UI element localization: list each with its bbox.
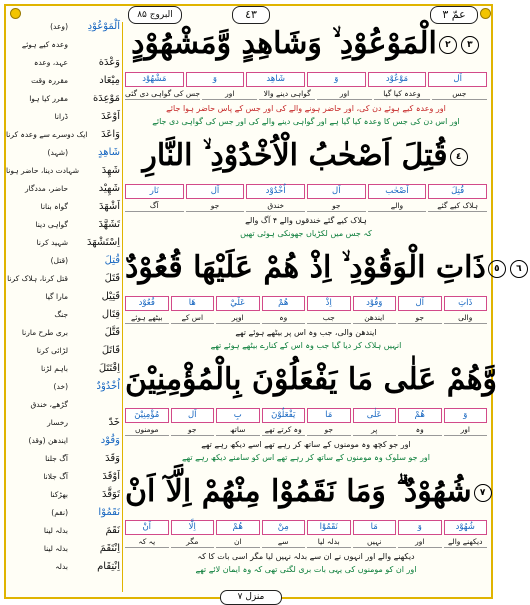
corner-pin-icon	[10, 8, 21, 19]
translation-line: اور ان کو مومنوں کی یہی بات بری لگتی تھی کہ وہ ایمان لائے تھے	[195, 565, 417, 574]
word-meaning-cell: مومنوں	[125, 425, 169, 436]
word-meaning-cell: اور	[444, 425, 488, 436]
vocab-meaning: شہادت دینا، حاضر ہونا	[6, 166, 79, 175]
word-cell: مَا	[353, 520, 397, 535]
word-meaning-row	[125, 425, 487, 436]
word-meaning-cell: والے	[368, 201, 427, 212]
vocab-row	[6, 344, 120, 358]
vocab-word: وَقُوْد	[100, 435, 120, 446]
word-meaning-cell: وہ	[398, 425, 442, 436]
vocab-word: خَدّ	[108, 417, 120, 428]
vocab-word: قُتِلَ	[104, 255, 120, 266]
word-cell: اَنْ	[125, 520, 169, 535]
word-meaning-cell: جو	[307, 425, 351, 436]
word-meaning-row	[125, 313, 487, 324]
vocab-word: اِنْتِقَام	[97, 561, 120, 572]
word-cell: اُخْدُوْد	[246, 184, 305, 199]
vocab-meaning: (وعد)	[50, 22, 68, 31]
vocab-row	[6, 128, 120, 142]
vocab-meaning: جنگ	[54, 310, 68, 319]
word-breakdown-row	[125, 520, 487, 535]
vocab-row	[6, 326, 120, 340]
vocab-word: نَقَمَ	[105, 525, 120, 536]
word-meaning-row	[125, 201, 487, 212]
vocab-word: وَاعَدَ	[101, 129, 120, 140]
word-meaning-cell: وہ	[262, 313, 306, 324]
word-breakdown-row	[125, 184, 487, 199]
vocab-row	[6, 488, 120, 502]
word-meaning-cell: جب	[307, 313, 351, 324]
word-cell: قُعُوْد	[125, 296, 169, 311]
vocab-word: اِنْتَقَمَ	[99, 543, 120, 554]
vocab-meaning: ایک دوسرے سے وعدہ کرنا	[6, 130, 88, 139]
vocab-meaning: آگ جلنا	[45, 454, 68, 463]
vocab-word: وَقَدَ	[105, 453, 120, 464]
ayah-line	[125, 250, 522, 285]
word-breakdown-row	[125, 72, 487, 87]
ayah-text: شُهُوْدٌ ۗ وَمَا نَقَمُوْا مِنْهُمْ اِلَّآ اَنْ	[125, 474, 472, 509]
word-cell: هَا	[171, 296, 215, 311]
vocab-word: مَوْعِدَة	[93, 93, 120, 104]
translation-line: اور جو سلوک وہ مومنوں کے ساتھ کر رہے تھے اس کو سامنے دیکھ رہے تھے	[181, 453, 431, 462]
word-meaning-cell: ایندھن	[353, 313, 397, 324]
vocab-meaning: مقرر کیا ہوا	[29, 94, 68, 103]
vocab-meaning: مارا گیا	[45, 292, 68, 301]
word-meaning-cell: آگ	[125, 201, 184, 212]
word-cell: اَل	[307, 184, 366, 199]
ayah-number-icon: ٢	[439, 36, 457, 54]
word-cell: عَلٰى	[353, 408, 397, 423]
vocab-row	[6, 92, 120, 106]
vocab-meaning: (قتل)	[50, 256, 68, 265]
word-meaning-cell: اور	[317, 89, 372, 100]
vocab-row	[6, 290, 120, 304]
word-meaning-cell: بدلہ لیا	[307, 537, 351, 548]
word-meaning-cell: مگر	[171, 537, 215, 548]
word-cell: اَل	[398, 296, 442, 311]
word-cell: بِ	[216, 408, 260, 423]
word-meaning-cell: گواہی دینے والا	[259, 89, 314, 100]
vocab-meaning: رخسار	[47, 418, 68, 427]
word-cell: اَل	[171, 408, 215, 423]
word-cell: اَل	[186, 184, 245, 199]
vocab-meaning: عہد، وعدہ	[33, 58, 68, 67]
word-meaning-cell: جس کی گواہی دی گئی	[125, 89, 201, 98]
word-cell: مَا	[307, 408, 351, 423]
ayah-number-icon: ٤	[450, 148, 468, 166]
word-cell: مَوْعُوْد	[368, 72, 427, 87]
vocab-row	[6, 416, 120, 430]
word-cell: عَلَيْ	[216, 296, 260, 311]
vocab-row	[6, 146, 120, 160]
vocab-word: اَوْعَدَ	[101, 111, 120, 122]
word-meaning-cell: جس	[432, 89, 487, 100]
vocab-meaning: وعدہ کیے ہوئے	[21, 40, 68, 49]
word-meaning-cell: وہ کرتے تھے	[262, 425, 306, 436]
vocab-meaning: بدلہ لینا	[43, 526, 68, 535]
word-meaning-cell: جو	[398, 313, 442, 324]
vocab-word: تَشَهَّدَ	[98, 219, 120, 230]
word-cell: وَ	[444, 408, 488, 423]
word-cell: اِلَّا	[171, 520, 215, 535]
word-cell: اَصْحٰب	[368, 184, 427, 199]
word-cell: نَقَمُوْا	[307, 520, 351, 535]
vocab-row	[6, 380, 120, 394]
word-meaning-cell: جو	[186, 201, 245, 212]
vocab-meaning: شہید کرنا	[36, 238, 68, 247]
vocab-word: تَوَقَّدَ	[102, 489, 120, 500]
vocab-word: شَهِيْد	[98, 183, 120, 194]
word-meaning-cell: نہیں	[353, 537, 397, 548]
vocab-meaning: باہم لڑنا	[41, 364, 68, 373]
vocab-row	[6, 272, 120, 286]
vocab-row	[6, 542, 120, 556]
vocab-row	[6, 398, 120, 412]
word-cell: مِنْ	[262, 520, 306, 535]
word-meaning-cell: سے	[262, 537, 306, 548]
ayah-line	[125, 362, 498, 397]
vocab-meaning: لڑائی کرنا	[36, 346, 68, 355]
word-meaning-row	[125, 89, 487, 100]
vocab-meaning: گواہی دینا	[35, 220, 68, 229]
manzil-label: منزل ۷	[220, 590, 282, 605]
vocab-row	[6, 506, 120, 520]
vocabulary-sidebar	[6, 20, 120, 590]
ayah-line	[125, 26, 487, 61]
vocab-word: شَهِدَ	[101, 165, 120, 176]
word-meaning-cell: وعدہ کیا گیا	[374, 89, 429, 100]
word-meaning-cell: ہلاک کیے گئے	[428, 201, 487, 212]
vocab-meaning: گواہ بنانا	[40, 202, 68, 211]
vocab-word: اِقْتَتَلَ	[98, 363, 120, 374]
translation-line: ایندھن والی، جب وہ اس پر بیٹھے ہوئے تھے	[235, 328, 377, 337]
word-cell: هُمْ	[398, 408, 442, 423]
translation-line: اور وعدہ کیے ہوئے دن کی، اور حاضر ہونے والے کی اور جس کے پاس حاضر ہوا جائے	[166, 104, 446, 113]
word-meaning-cell: پر	[353, 425, 397, 436]
ayah-text: الْمَوْعُوْدِ ۙ وَشَاهِدٍ وَّمَشْهُوْدٍ	[131, 26, 437, 61]
vocab-row	[6, 20, 120, 34]
vocab-word: قَتَلَ	[104, 273, 120, 284]
word-meaning-cell: خندق	[246, 201, 305, 212]
vocab-word: وَعْدَة	[98, 57, 120, 68]
word-cell: شَاهِد	[246, 72, 305, 87]
word-cell: مُؤْمِنِيْنَ	[125, 408, 169, 423]
word-meaning-cell: اوپر	[216, 313, 260, 324]
word-cell: قُتِلَ	[428, 184, 487, 199]
translation-panel	[122, 22, 522, 592]
word-meaning-cell: والی	[444, 313, 488, 324]
footer	[0, 590, 499, 605]
vocab-meaning: قتل کرنا، ہلاک کرنا	[7, 274, 68, 283]
translation-line: انہیں ہلاک کر دیا گیا جب وہ اس کے کنارے بیٹھے ہوئے تھے	[210, 341, 402, 350]
vocab-row	[6, 524, 120, 538]
word-cell: نَار	[125, 184, 184, 199]
word-cell: اَل	[428, 72, 487, 87]
word-cell: اِذْ	[307, 296, 351, 311]
vocab-row	[6, 434, 120, 448]
word-cell: وَقُوْد	[353, 296, 397, 311]
word-meaning-cell: جو	[307, 201, 366, 212]
vocab-row	[6, 164, 120, 178]
vocab-row	[6, 308, 120, 322]
vocab-word: اَوْقَدَ	[102, 471, 120, 482]
vocab-row	[6, 200, 120, 214]
translation-line: اور اس دن کی جس کا وعدہ کیا گیا ہے اور گواہی دینے والے کی اور جس کی گواہی دی جائے	[152, 117, 460, 126]
word-meaning-cell: جو	[171, 425, 215, 436]
vocab-word: قَتَّلَ	[104, 327, 120, 338]
word-cell: وَ	[398, 520, 442, 535]
vocab-meaning: ڈرانا	[54, 112, 68, 121]
vocab-meaning: (نقم)	[51, 508, 68, 517]
vocab-row	[6, 74, 120, 88]
vocab-meaning: بدلہ لینا	[43, 544, 68, 553]
vocab-word: اُخْدُوْدٌ	[96, 381, 120, 392]
word-cell: وَ	[307, 72, 366, 87]
ayah-text: وَّهُمْ عَلٰى مَا يَفْعَلُوْنَ بِالْمُؤْمِنِيْنَ	[125, 362, 498, 397]
vocab-row	[6, 182, 120, 196]
corner-pin-icon	[480, 8, 491, 19]
word-meaning-cell: ان	[216, 537, 260, 548]
word-cell: هُمْ	[262, 296, 306, 311]
vocab-meaning: گڑھے، خندق	[30, 400, 68, 409]
ayah-text: قُتِلَ اَصْحٰبُ الْاُخْدُوْدِ ۙ النَّارِ	[142, 138, 448, 173]
vocab-word: اَلْمَوْعُوْدِ	[87, 21, 120, 32]
vocab-word: نَقَمُوْا	[98, 507, 120, 518]
vocab-row	[6, 362, 120, 376]
word-breakdown-row	[125, 408, 487, 423]
vocab-row	[6, 452, 120, 466]
juz-label: عمّ ۳	[430, 6, 478, 24]
ayah-text: ذَاتِ الْوَقُوْدِ ۙ اِذْ هُمْ عَلَيْهَا قُعُوْدٌ	[125, 250, 486, 285]
word-cell: يَفْعَلُوْنَ	[262, 408, 306, 423]
vocab-meaning: حاضر، مددگار	[24, 184, 68, 193]
vocab-row	[6, 110, 120, 124]
translation-line: اور جو کچھ وہ مومنوں کے ساتھ کر رہے تھے اسے دیکھ رہے تھے	[201, 440, 411, 449]
ayah-number-icon: ٥	[488, 260, 506, 278]
ayah-number-icon: ٣	[461, 36, 479, 54]
vocab-row	[6, 470, 120, 484]
vocab-word: قَاتَلَ	[101, 345, 120, 356]
surah-label: البروج ۸۵	[128, 6, 182, 24]
vocab-meaning: (خد)	[53, 382, 68, 391]
word-cell: مَشْهُوْد	[125, 72, 184, 87]
vocab-row	[6, 560, 120, 574]
word-meaning-cell: بیٹھے ہوئے	[125, 313, 169, 324]
vocab-meaning: بدلہ	[55, 562, 68, 571]
vocab-row	[6, 56, 120, 70]
ayah-line	[125, 474, 487, 509]
word-meaning-cell: دیکھنے والے	[444, 537, 488, 548]
vocab-row	[6, 236, 120, 250]
vocab-meaning: بری طرح مارنا	[21, 328, 68, 337]
vocab-word: مِيْعَاد	[99, 75, 120, 86]
vocab-row	[6, 218, 120, 232]
vocab-word: اَشْهَدَ	[98, 201, 120, 212]
ayah-number-icon: ٦	[510, 260, 528, 278]
vocab-word: شَاهِدٍ	[98, 147, 120, 158]
vocab-meaning: (وقد) ایندھن	[28, 436, 68, 445]
word-cell: وَ	[186, 72, 245, 87]
ayah-number-icon: ٧	[474, 484, 492, 502]
translation-line: کہ جس میں لکڑیاں جھونکی ہوئی تھیں	[240, 229, 372, 238]
vocab-meaning: مقررہ وقت	[31, 76, 68, 85]
word-meaning-cell: اور	[398, 537, 442, 548]
vocab-row	[6, 254, 120, 268]
vocab-word: قَتِيْل	[101, 291, 120, 302]
word-meaning-cell: اس کے	[171, 313, 215, 324]
translation-line: ہلاک کیے گئے خندقوں والے ۴ آگ والے	[245, 216, 367, 225]
word-meaning-row	[125, 537, 487, 548]
vocab-word: اِسْتَشْهَدَ	[87, 237, 120, 248]
vocab-word: قِتَال	[101, 309, 120, 320]
vocab-row	[6, 38, 120, 52]
word-meaning-cell: اور	[202, 89, 257, 100]
vocab-meaning: (شہد)	[47, 148, 68, 157]
word-cell: هُمْ	[216, 520, 260, 535]
translation-line: دیکھنے والے اور انہوں نے ان سے بدلہ نہیں لیا مگر اسی بات کا کہ	[197, 552, 415, 561]
word-meaning-cell: ساتھ	[216, 425, 260, 436]
word-meaning-cell: یہ کہ	[125, 537, 169, 548]
vocab-meaning: بھڑکنا	[50, 490, 68, 499]
vocab-meaning: آگ جلانا	[43, 472, 68, 481]
word-breakdown-row	[125, 296, 487, 311]
word-cell: شُهُوْد	[444, 520, 488, 535]
ayah-line	[125, 138, 487, 173]
word-cell: ذَاتِ	[444, 296, 488, 311]
page-number: ٤٣	[232, 6, 270, 24]
